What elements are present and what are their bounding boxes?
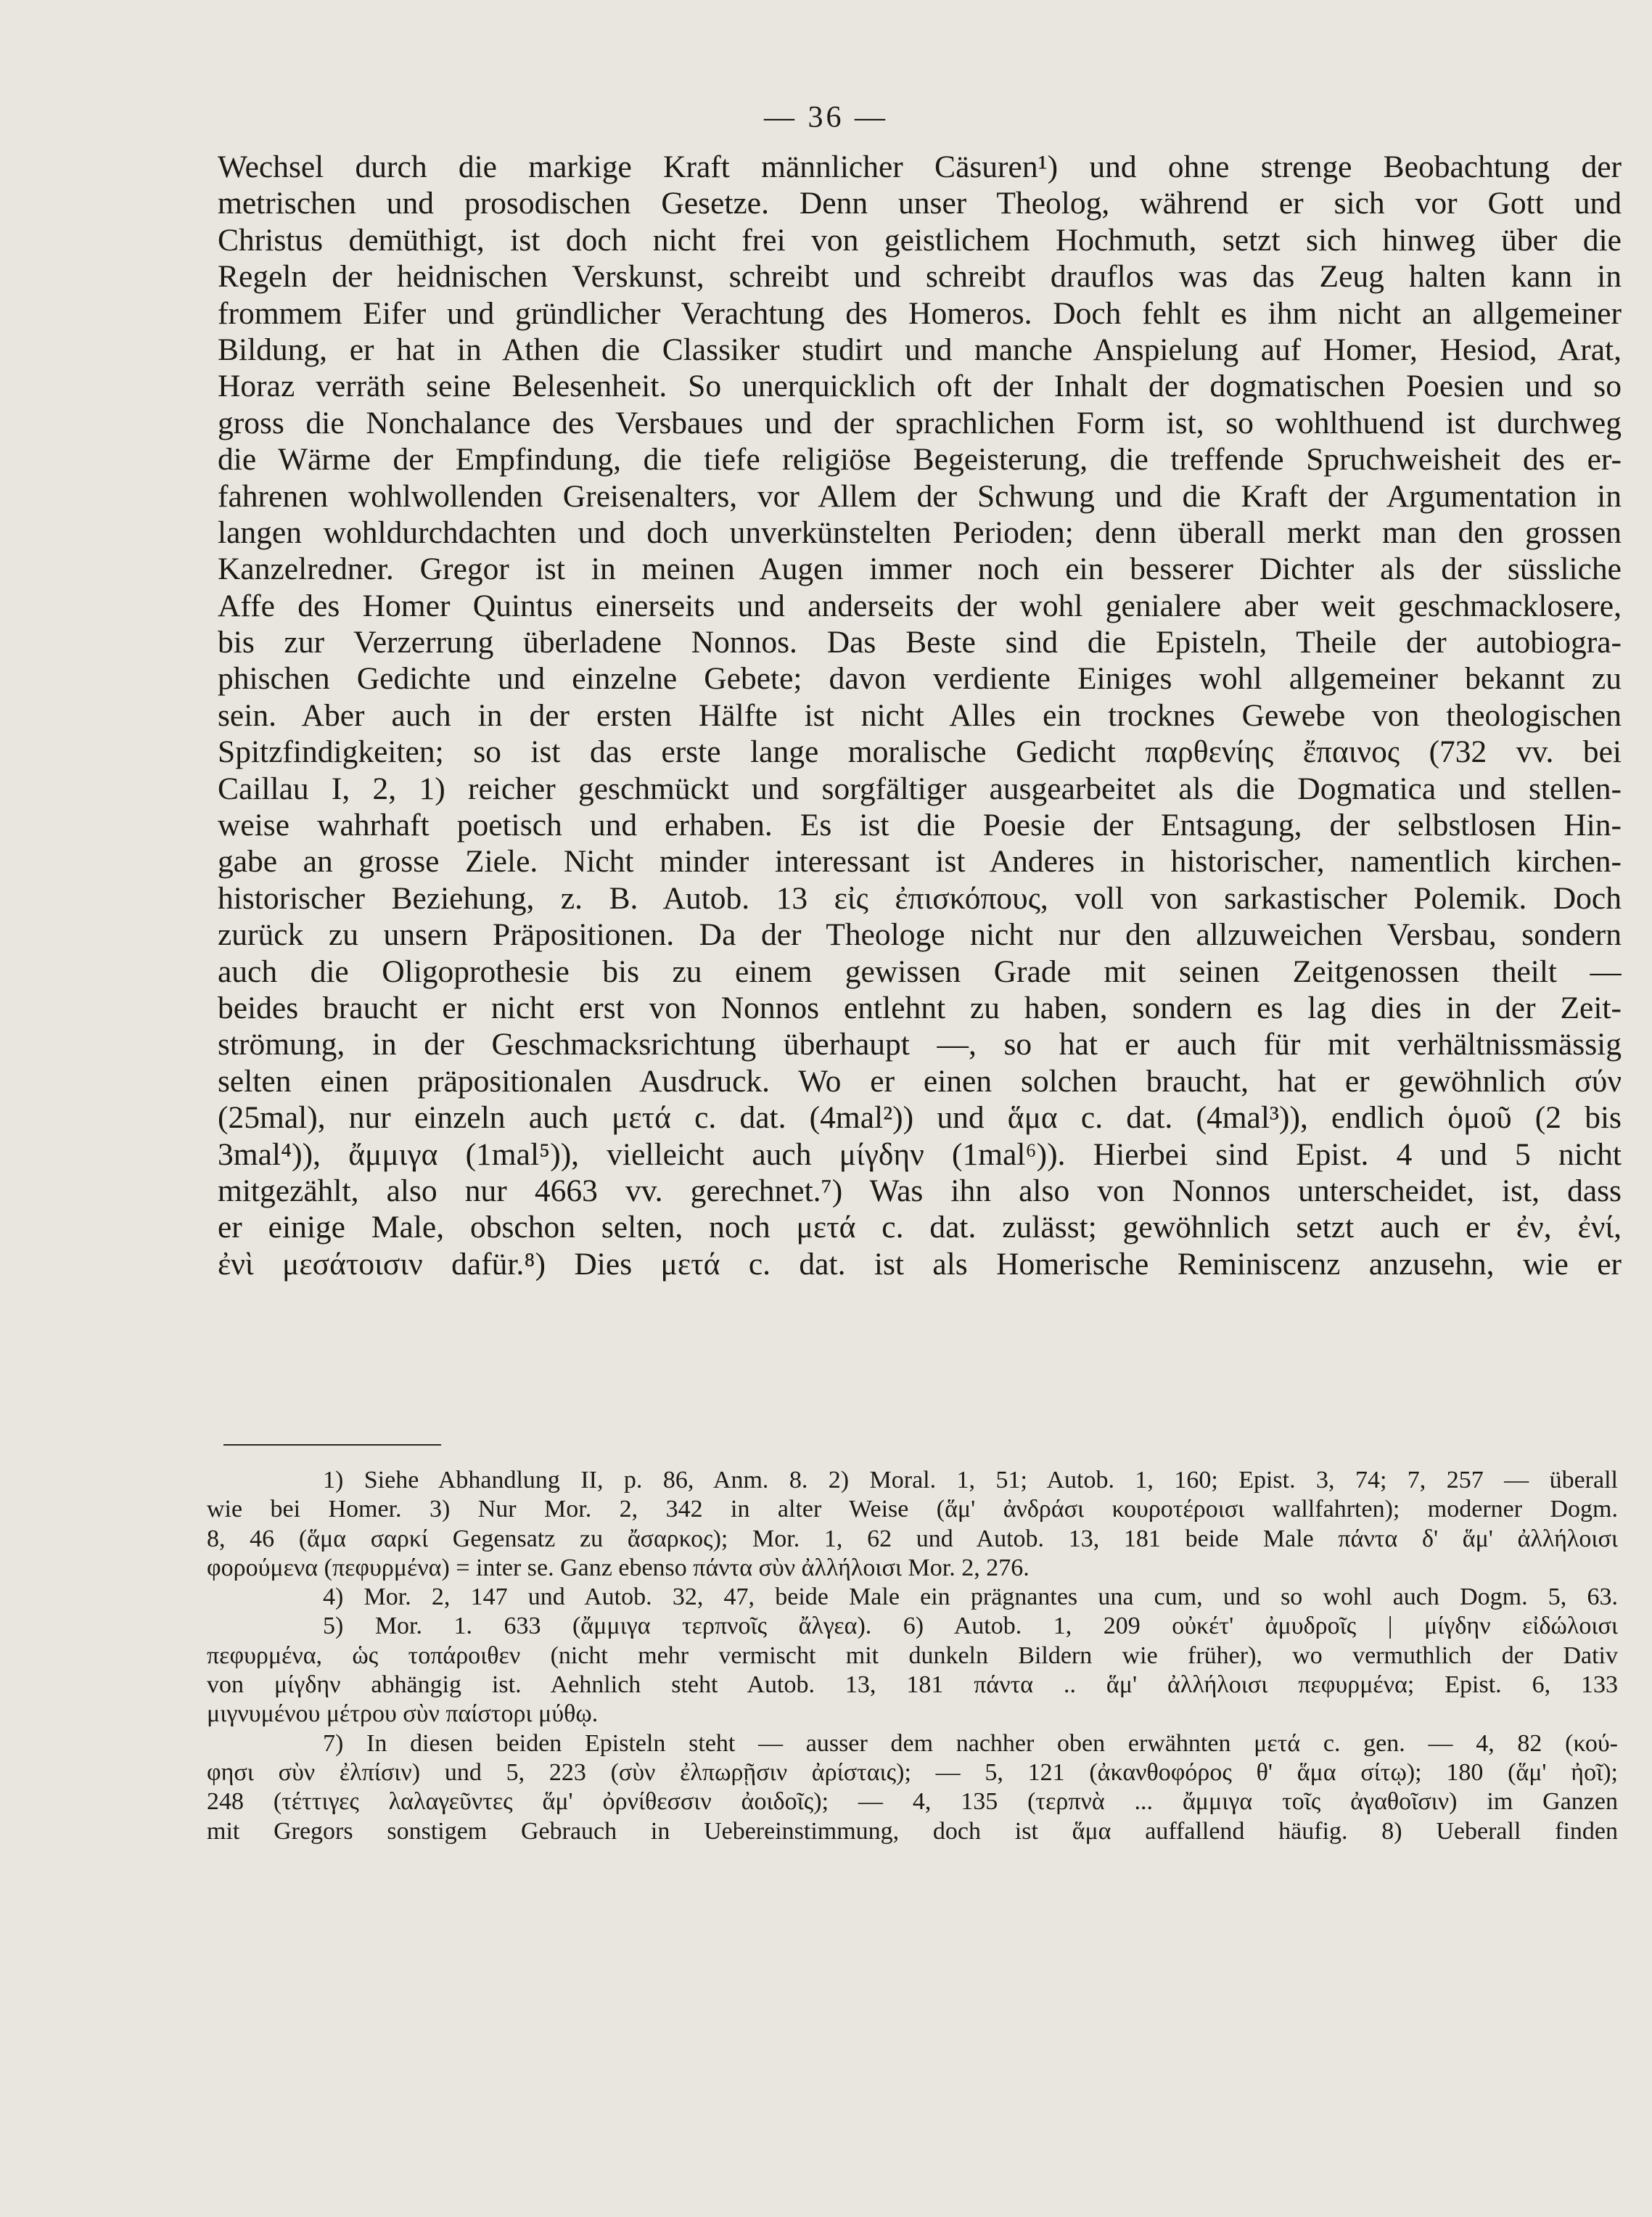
text-line: er einige Male, obschon selten, noch μετά c. dat. zulässt; gewöhnlich setzt auch er ἐν, ἐνί, — [218, 1210, 1622, 1245]
footnote-line: πεφυρμένα, ὡς τοπάροιθεν (nicht mehr vermischt mit dunkeln Bildern wie früher), wo vermuthlich der Dativ — [207, 1642, 1618, 1669]
text-line: frommem Eifer und gründlicher Verachtung des Homeros. Doch fehlt es ihm nicht an allgemeiner — [218, 295, 1622, 331]
footnote-line: μιγνυμένου μέτρου σὺν παίστορι μύθῳ. — [207, 1700, 599, 1728]
footnote-line: 5) Mor. 1. 633 (ἄμμιγα τερπνοῖς ἄλγεα). 6) Autob. 1, 209 οὐκέτ' ἀμυδροῖς | μίγδην εἰδώλοισι — [323, 1612, 1618, 1640]
page-number: — 36 — — [764, 101, 888, 134]
text-line: die Wärme der Empfindung, die tiefe religiöse Begeisterung, die treffende Spruchweisheit des er- — [218, 442, 1622, 478]
text-line: zurück zu unsern Präpositionen. Da der Theologe nicht nur den allzuweichen Versbau, sondern — [218, 917, 1622, 953]
text-line: mitgezählt, also nur 4663 vv. gerechnet.⁷) Was ihn also von Nonnos unterscheidet, ist, dass — [218, 1173, 1622, 1208]
main-text-block — [218, 149, 1622, 1282]
text-line: Horaz verräth seine Belesenheit. So unerquicklich oft der Inhalt der dogmatischen Poesien und so — [218, 369, 1622, 404]
footnote-line: wie bei Homer. 3) Nur Mor. 2, 342 in alter Weise (ἅμ' ἀνδράσι κουροτέροισι wallfahrten); moderner Dogm. — [207, 1496, 1618, 1523]
text-line: Regeln der heidnischen Verskunst, schreibt und schreibt drauflos was das Zeug halten kann in — [218, 259, 1622, 295]
footnotes-block — [207, 1466, 1618, 1846]
text-line: strömung, in der Geschmacksrichtung überhaupt —, so hat er auch für mit verhältnissmässig — [218, 1027, 1622, 1062]
text-line: Wechsel durch die markige Kraft männlicher Cäsuren¹) und ohne strenge Beobachtung der — [218, 149, 1622, 184]
footnote-line: φορούμενα (πεφυρμένα) = inter se. Ganz ebenso πάντα σὺν ἀλλήλοισι Mor. 2, 276. — [207, 1554, 1030, 1581]
text-line: Spitzfindigkeiten; so ist das erste lange moralische Gedicht παρθενίης ἔπαινος (732 vv. bei — [218, 734, 1622, 770]
text-line: weise wahrhaft poetisch und erhaben. Es ist die Poesie der Entsagung, der selbstlosen Hin- — [218, 808, 1622, 843]
text-line: gabe an grosse Ziele. Nicht minder interessant ist Anderes in historischer, namentlich kirchen- — [218, 844, 1622, 880]
text-line: Kanzelredner. Gregor ist in meinen Augen immer noch ein besserer Dichter als der süssliche — [218, 552, 1622, 587]
text-line: beides braucht er nicht erst von Nonnos entlehnt zu haben, sondern es lag dies in der Zeit- — [218, 990, 1622, 1025]
text-line: Bildung, er hat in Athen die Classiker studirt und manche Anspielung auf Homer, Hesiod, Arat, — [218, 332, 1622, 367]
text-line: 3mal⁴)), ἄμμιγα (1mal⁵)), vielleicht auch μίγδην (1mal⁶)). Hierbei sind Epist. 4 und 5 nicht — [218, 1136, 1622, 1172]
footnote-divider — [223, 1444, 441, 1446]
text-line: gross die Nonchalance des Versbaues und der sprachlichen Form ist, so wohlthuend ist durchweg — [218, 405, 1622, 440]
footnote-line: 8, 46 (ἅμα σαρκί Gegensatz zu ἄσαρκος); Mor. 1, 62 und Autob. 13, 181 beide Male πάντα δ' ἅμ' ἀλλήλοισι — [207, 1525, 1618, 1552]
text-line: (25mal), nur einzeln auch μετά c. dat. (4mal²)) und ἅμα c. dat. (4mal³)), endlich ὁμοῦ (2 bis — [218, 1100, 1622, 1136]
text-line: metrischen und prosodischen Gesetze. Denn unser Theolog, während er sich vor Gott und — [218, 186, 1622, 221]
text-line: langen wohldurchdachten und doch unverkünstelten Perioden; denn überall merkt man den grossen — [218, 515, 1622, 550]
footnote-line: 4) Mor. 2, 147 und Autob. 32, 47, beide Male ein prägnantes una cum, und so wohl auch Dogm. 5, 63. — [323, 1583, 1618, 1611]
footnote-line: 7) In diesen beiden Episteln steht — ausser dem nachher oben erwähnten μετά c. gen. — 4, 82 (κού- — [323, 1729, 1618, 1757]
text-line: Affe des Homer Quintus einerseits und anderseits der wohl genialere aber weit geschmacklosere, — [218, 588, 1622, 623]
footnote-line: mit Gregors sonstigem Gebrauch in Uebereinstimmung, doch ist ἅμα auffallend häufig. 8) Ueberall finden — [207, 1817, 1618, 1845]
footnote-line: 248 (τέττιγες λαλαγεῦντες ἅμ' ὀρνίθεσσιν ἀοιδοῖς); — 4, 135 (τερπνὰ ... ἄμμιγα τοῖς ἀγαθοῖσιν) im Ganzen — [207, 1788, 1618, 1816]
text-line: bis zur Verzerrung überladene Nonnos. Das Beste sind die Episteln, Theile der autobiogra- — [218, 625, 1622, 660]
text-line: selten einen präpositionalen Ausdruck. Wo er einen solchen braucht, hat er gewöhnlich σύν — [218, 1063, 1622, 1099]
text-line: fahrenen wohlwollenden Greisenalters, vor Allem der Schwung und die Kraft der Argumentation in — [218, 478, 1622, 514]
text-line: sein. Aber auch in der ersten Hälfte ist nicht Alles ein trocknes Gewebe von theologischen — [218, 697, 1622, 733]
text-line: phischen Gedichte und einzelne Gebete; davon verdiente Einiges wohl allgemeiner bekannt zu — [218, 661, 1622, 697]
text-line: Caillau I, 2, 1) reicher geschmückt und sorgfältiger ausgearbeitet als die Dogmatica und stellen- — [218, 771, 1622, 806]
footnote-line: von μίγδην abhängig ist. Aehnlich steht Autob. 13, 181 πάντα .. ἅμ' ἀλλήλοισι πεφυρμένα; Epist. 6, 133 — [207, 1671, 1618, 1699]
text-line: auch die Oligoprothesie bis zu einem gewissen Grade mit seinen Zeitgenossen theilt — — [218, 954, 1622, 989]
text-line: historischer Beziehung, z. B. Autob. 13 εἰς ἐπισκόπους, voll von sarkastischer Polemik. Doch — [218, 880, 1622, 916]
text-line: ἐνὶ μεσάτοισιν dafür.⁸) Dies μετά c. dat. ist als Homerische Reminiscenz anzusehn, wie er — [218, 1246, 1622, 1282]
text-line: Christus demüthigt, ist doch nicht frei von geistlichem Hochmuth, setzt sich hinweg über die — [218, 222, 1622, 258]
footnote-line: φησι σὺν ἐλπίσιν) und 5, 223 (σὺν ἐλπωρῇσιν ἀρίσταις); — 5, 121 (ἀκανθοφόρος θ' ἅμα σίτῳ); 180 (ἅμ' ἠοῖ); — [207, 1758, 1618, 1786]
footnote-line: 1) Siehe Abhandlung II, p. 86, Anm. 8. 2) Moral. 1, 51; Autob. 1, 160; Epist. 3, 74; 7, 257 — überall — [323, 1467, 1618, 1493]
